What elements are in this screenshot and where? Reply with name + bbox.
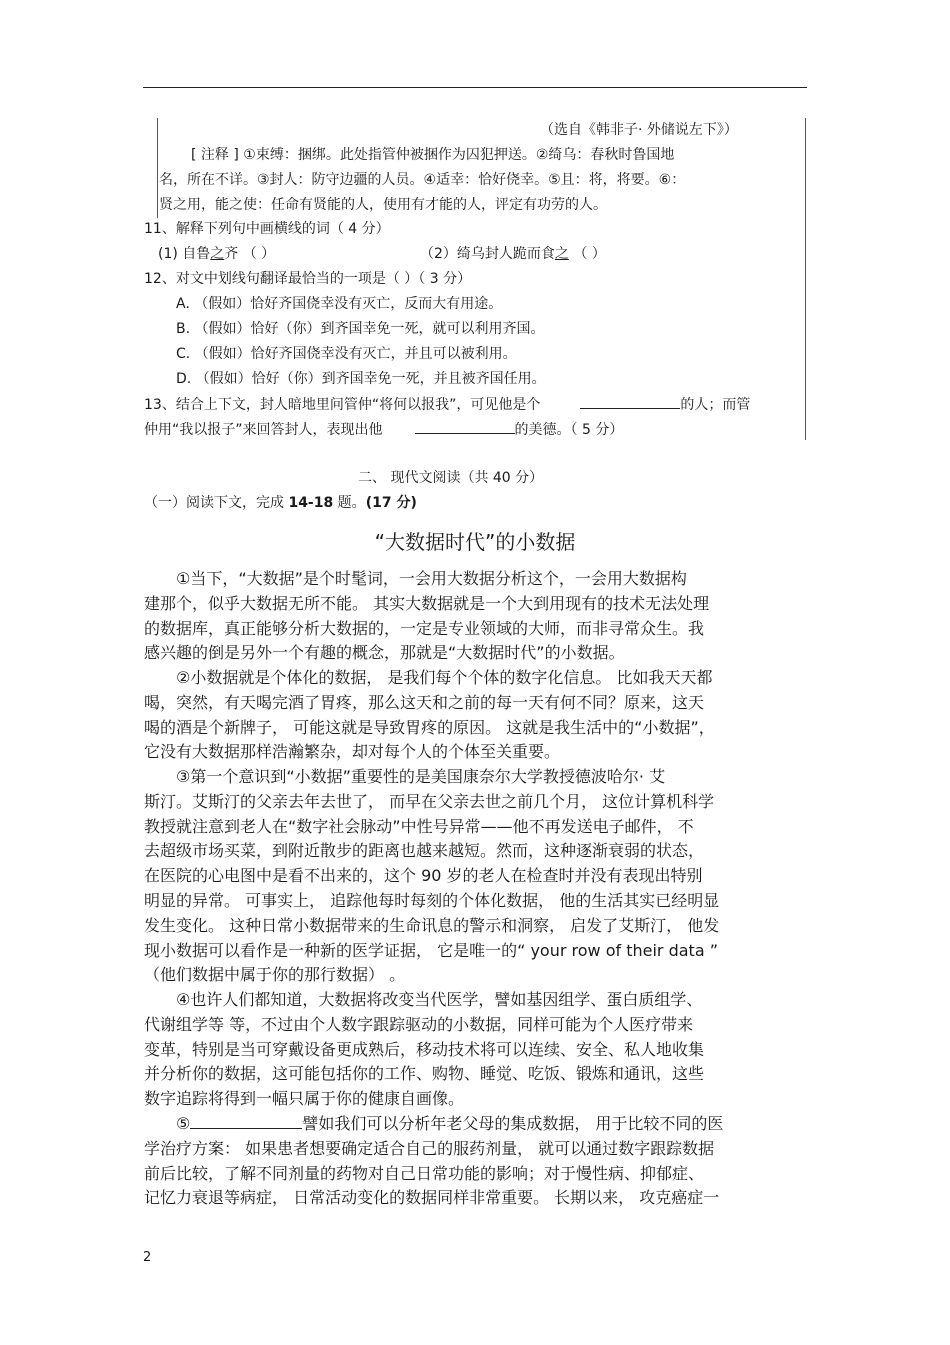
p5-line: 记忆力衰退等病症， 日常活动变化的数据同样非常重要。 长期以来， 攻克癌症一 [144,1188,720,1208]
q11-item2-pre: （2）绮乌封人跪而食 [420,246,555,262]
section-subheading [144,493,417,513]
p3-line: 明显的异常。 可事实上， 追踪他每时每刻的个体化数据， 他的生活其实已经明显 [144,890,720,910]
q11-item2-post: （ ） [568,246,606,262]
q12-option-b: B. （假如）恰好（你）到齐国幸免一死，就可以利用齐国。 [176,321,545,337]
paragraph-4 [144,988,808,1112]
q13-line2-pre: 仲用“我以报子”来回答封人，表现出他 [144,422,383,438]
p1-line: 的数据库，真正能够分析大数据的，一定是专业领域的大师，而非寻常众生。我 [144,618,705,638]
note-line-1: [ 注释 ] ①束缚：捆绑。此处指管仲被捆作为囚犯押送。②绮乌：春秋时鲁国地 [191,147,675,163]
q11-stem: 11、解释下列句中画横线的词（ 4 分） [144,221,390,237]
q12-option-c: C. （假如）恰好齐国侥幸没有灭亡，并且可以被利用。 [176,346,517,362]
p5-first-line [144,1112,808,1137]
p2-line: 喝的酒是个新牌子， 可能这就是导致胃疼的原因。 这就是我生活中的“小数据”， [144,717,715,737]
p3-line: 斯汀。艾斯汀的父亲去年去世了， 而早在父亲去世之前几个月， 这位计算机科学 [144,791,715,811]
q11-items [158,244,275,264]
p3-line: 在医院的心电图中是看不出来的，这个 90 岁的老人在检查时并没有表现出特别 [144,866,703,886]
p5-line: 学治疗方案： 如果患者想要确定适合自己的服药剂量， 就可以通过数字跟踪数据 [144,1138,715,1158]
q13-line1-pre: 13、结合上下文，封人暗地里问管仲“将何以报我”，可见他是个 [144,397,541,413]
p2-line: 它没有大数据那样浩瀚繁杂，却对每个人的个体至关重要。 [144,742,561,762]
p3-line: 现小数据可以看作是一种新的医学证据， 它是唯一的“ your row of their data ” [144,940,719,960]
p5-blank [190,1114,302,1129]
p5-first-post: 譬如我们可以分析年老父母的集成数据， 用于比较不同的医 [302,1114,724,1133]
q11-item1-pre: (1) 自鲁 [158,246,211,262]
note-line-3: 贤之用，能之使：任命有贤能的人，使用有才能的人，评定有功劳的人。 [159,197,607,213]
right-border-line [805,118,806,440]
q11-item1-post: 齐 （ ） [224,246,276,262]
p5-line: 前后比较，了解不同剂量的药物对自己日常功能的影响；对于慢性病、抑郁症、 [144,1163,705,1183]
p3-line: 发生变化。 这种日常小数据带来的生命讯息的警示和洞察， 启发了艾斯汀， 他发 [144,915,720,935]
p4-line: 代谢组学等 等，不过由个人数字跟踪驱动的小数据，同样可能为个人医疗带来 [144,1014,694,1034]
p3-line: （他们数据中属于你的那行数据） 。 [144,965,406,985]
paragraph-3 [144,765,808,988]
p3-line: ③第一个意识到“小数据”重要性的是美国康奈尔大学教授德波哈尔· 艾 [176,767,666,786]
source-citation: （选自《韩非子· 外储说左下》） [540,122,738,138]
p3-line: 教授就注意到老人在“数字社会脉动”中性号异常——他不再发送电子邮件， 不 [144,816,694,836]
q13-blank-2 [415,419,515,434]
note-line-2: 名，所在不详。③封人：防守边疆的人员。④适幸：恰好侥幸。⑤且：将，将要。⑥： [159,172,686,188]
q11-item2 [420,244,606,264]
q12-option-d: D. （假如）恰好（你）到齐国幸免一死，并且被齐国任用。 [176,371,546,387]
q11-item2-underlined: 之 [554,246,569,262]
header-rule [143,87,807,88]
q13-line2-post: 的美德。（ 5 分） [514,422,624,438]
q13-line-1 [144,394,750,415]
p2-line: ②小数据就是个体化的数据， 是我们每个个体的数字化信息。 比如我天天都 [176,668,713,687]
paragraph-5 [144,1112,808,1211]
p2-line: 喝，突然，有天喝完酒了胃疼，那么这天和之前的每一天有何不同？原来，这天 [144,692,705,712]
p1-line: 建那个，似乎大数据无所不能。 其实大数据就是一个大到用现有的技术无法处理 [144,593,710,613]
paragraph-1 [144,567,808,666]
q13-blank-1 [580,394,680,409]
q11-item1-underlined: 之 [210,246,225,262]
p4-line: 变革，特别是当可穿戴设备更成熟后，移动技术将可以连续、安全、私人地收集 [144,1039,705,1059]
left-border-line [157,118,158,218]
article-title: “大数据时代”的小数据 [374,530,576,554]
p1-line: ①当下，“大数据”是个时髦词，一会用大数据分析这个，一会用大数据构 [176,569,687,588]
p4-line: 并分析你的数据，这可能包括你的工作、购物、睡觉、吃饭、锻炼和通讯，这些 [144,1064,705,1084]
p4-line: ④也许人们都知道，大数据将改变当代医学，譬如基因组学、蛋白质组学、 [176,990,703,1009]
paragraph-2 [144,666,808,765]
section-sub-range: 14-18 [288,495,334,511]
section-sub-mid: 题。 [333,495,366,511]
section-sub-score: (17 分) [365,495,417,511]
section-heading: 二、 现代文阅读（共 40 分） [358,470,544,486]
q12-option-a: A. （假如）恰好齐国侥幸没有灭亡，反而大有用途。 [176,296,503,312]
p3-line: 去超级市场买菜，到附近散步的距离也越来越短。然而，这种逐渐衰弱的状态， [144,841,705,861]
q13-line1-post: 的人；而管 [680,397,751,413]
page-number: 2 [143,1250,152,1265]
section-sub-pre: （一）阅读下文，完成 [144,495,289,511]
p5-first-pre: ⑤ [176,1114,191,1133]
p4-line: 数字追踪将得到一幅只属于你的健康自画像。 [144,1089,465,1109]
q13-line-2 [144,419,623,440]
p1-line: 感兴趣的倒是另外一个有趣的概念，那就是“大数据时代”的小数据。 [144,643,625,663]
q12-stem: 12、对文中划线句翻译最恰当的一项是（ ）（ 3 分） [144,271,472,287]
